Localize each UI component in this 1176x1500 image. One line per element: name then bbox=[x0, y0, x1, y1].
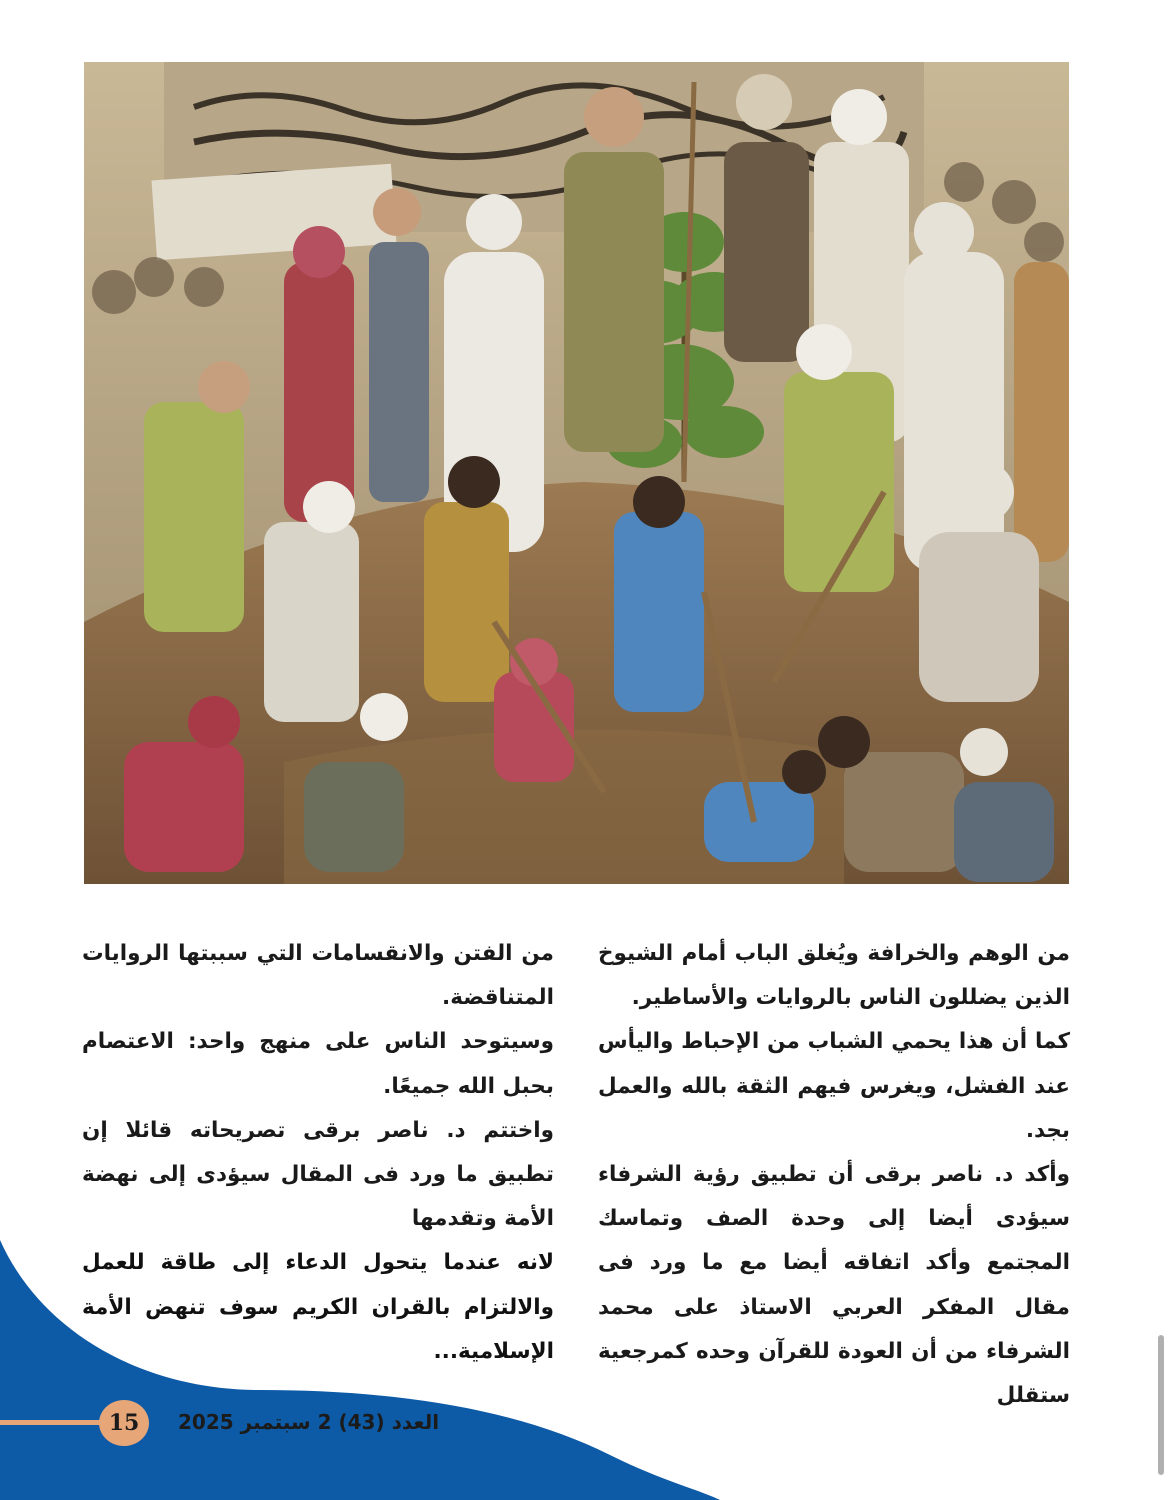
paragraph: واختتم د. ناصر برقى تصريحاته قائلا إن تطبيق ما ورد فى المقال سيؤدى إلى نهضة الأمة وتقدمها bbox=[82, 1117, 554, 1232]
paragraph: وأكد د. ناصر برقى أن تطبيق رؤية الشرفاء سيؤدى أيضا إلى وحدة الصف وتماسك المجتمع وأكد اتفاقه أيضا مع ما ورد فى مقال المفكر العربي الاستاذ على محمد الشرفاء من أن العودة للقرآن وحده كمرجعية ستقلل bbox=[598, 1162, 1070, 1409]
scrollbar[interactable] bbox=[1158, 1335, 1164, 1475]
page-number-badge bbox=[99, 1400, 149, 1446]
article-column-left bbox=[82, 932, 554, 1374]
paragraph: لانه عندما يتحول الدعاء إلى طاقة للعمل والالتزام بالقران الكريم سوف تنهض الأمة الإسلامية... bbox=[82, 1250, 554, 1364]
page-number: 15 bbox=[108, 1410, 140, 1436]
article-column-right bbox=[598, 932, 1070, 1418]
issue-info: العدد (43) 2 سبتمبر 2025 bbox=[178, 1410, 440, 1434]
paragraph: كما أن هذا يحمي الشباب من الإحباط واليأس عند الفشل، ويغرس فيهم الثقة بالله والعمل بجد. bbox=[598, 1029, 1070, 1143]
article-illustration bbox=[84, 62, 1069, 884]
paragraph: من الوهم والخرافة ويُغلق الباب أمام الشيوخ الذين يضللون الناس بالروايات والأساطير. bbox=[598, 941, 1070, 1011]
footer-rule bbox=[0, 1420, 100, 1425]
paragraph: وسيتوحد الناس على منهج واحد: الاعتصام بحبل الله جميعًا. bbox=[82, 1029, 554, 1099]
tree-planting-scene bbox=[84, 62, 1069, 884]
paragraph: من الفتن والانقسامات التي سببتها الروايات المتناقضة. bbox=[82, 941, 554, 1011]
